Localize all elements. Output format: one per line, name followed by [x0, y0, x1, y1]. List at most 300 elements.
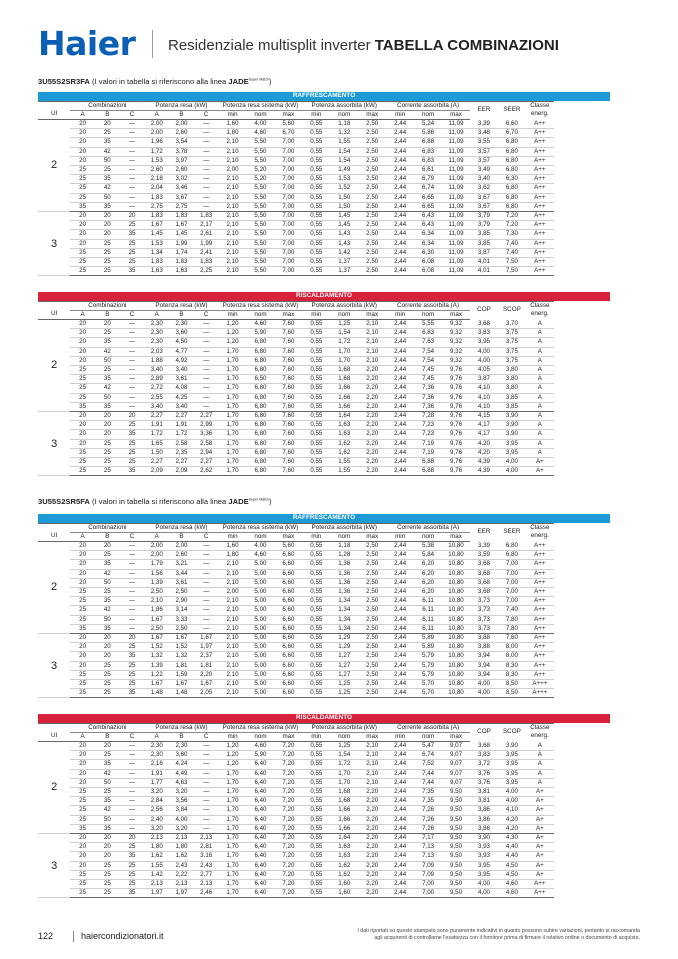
table-cell: 1,72	[144, 147, 169, 156]
table-cell: 5,38	[414, 541, 442, 550]
table-cell: 2,50	[144, 587, 169, 596]
table-cell: 5,79	[414, 670, 442, 679]
table-cell: 2,13	[169, 879, 194, 888]
table-cell: 3,33	[169, 615, 194, 624]
table-cell: 1,70	[219, 769, 247, 778]
table-cell: 1,37	[330, 257, 358, 266]
table-cell: 0,55	[302, 852, 330, 861]
table-cell: —	[120, 815, 145, 824]
table-cell: 20	[70, 661, 95, 670]
table-cell: 2,10	[219, 652, 247, 661]
table-cell: 2,44	[386, 175, 414, 184]
table-cell: 25	[70, 248, 95, 257]
table-row	[38, 597, 610, 606]
table-cell: 3,75	[498, 338, 526, 347]
table-cell: 2,10	[219, 239, 247, 248]
table-cell: 7,00	[274, 175, 302, 184]
subheader-b: B	[95, 310, 120, 319]
table-cell: 6,40	[247, 833, 275, 842]
table-cell: 35	[120, 267, 145, 276]
table-cell: 1,50	[144, 448, 169, 457]
table-cell: 2,18	[144, 175, 169, 184]
table-cell: 7,54	[414, 356, 442, 365]
table-cell: 1,70	[219, 430, 247, 439]
table-cell: —	[194, 606, 219, 615]
table-cell: 20	[70, 156, 95, 165]
table-cell: —	[194, 769, 219, 778]
table-cell: A	[526, 365, 554, 374]
table-cell: 1,60	[330, 889, 358, 898]
table-row	[38, 624, 610, 633]
table-cell: A+	[526, 457, 554, 466]
table-cell: 2,10	[219, 267, 247, 276]
header-potenza-resa-sistema: Potenza resa sistema (kW)	[219, 301, 303, 310]
table-cell: 6,80	[247, 467, 275, 476]
table-cell: 6,61	[414, 165, 442, 174]
table-cell: 25	[95, 267, 120, 276]
table-cell: 1,39	[144, 578, 169, 587]
table-cell: 2,50	[358, 624, 386, 633]
table-cell: A	[526, 319, 554, 328]
table-cell: 1,70	[219, 384, 247, 393]
header-cop: COP	[470, 723, 498, 741]
subheader-c: C	[194, 532, 219, 541]
table-cell: 6,60	[274, 689, 302, 698]
table-cell: 7,20	[274, 870, 302, 879]
table-cell: —	[120, 175, 145, 184]
table-cell: 3,95	[470, 870, 498, 879]
table-cell: 0,55	[302, 138, 330, 147]
table-cell: 3,44	[169, 569, 194, 578]
table-cell: 1,70	[219, 870, 247, 879]
subheader-a: A	[70, 732, 95, 741]
table-cell: A	[526, 430, 554, 439]
table-cell: 2,20	[358, 393, 386, 402]
subheader-c: C	[194, 310, 219, 319]
table-cell: —	[194, 560, 219, 569]
table-cell: 5,55	[414, 319, 442, 328]
table-cell: A	[526, 411, 554, 420]
table-cell: 25	[120, 679, 145, 688]
table-cell: 3,68	[470, 741, 498, 750]
table-cell: 5,50	[246, 202, 274, 211]
table-cell: 0,55	[302, 751, 330, 760]
table-cell: A++	[526, 624, 554, 633]
table-cell: 10,80	[442, 661, 470, 670]
table-cell: 0,55	[302, 175, 330, 184]
table-cell: 5,00	[246, 689, 274, 698]
table-cell: 9,07	[442, 778, 470, 787]
table-cell: 3,75	[498, 347, 526, 356]
table-cell: 25	[95, 448, 120, 457]
table-cell: 2,35	[169, 448, 194, 457]
table-cell: 10,80	[442, 569, 470, 578]
table-cell: 2,50	[358, 606, 386, 615]
table-cell: 9,76	[442, 439, 470, 448]
table-cell: 0,55	[302, 319, 330, 328]
table-cell: 25	[95, 329, 120, 338]
table-cell: 10,80	[442, 606, 470, 615]
table-cell: 1,77	[144, 778, 169, 787]
table-cell: 7,00	[274, 211, 302, 220]
table-row	[38, 221, 610, 230]
table-row	[38, 843, 610, 852]
table-cell: 2,50	[144, 624, 169, 633]
table-row	[38, 267, 610, 276]
table-cell: 2,62	[194, 467, 219, 476]
table-cell: 7,20	[274, 741, 302, 750]
table-cell: —	[120, 806, 145, 815]
table-row	[38, 384, 610, 393]
table-cell: 4,00	[498, 457, 526, 466]
table-cell: 3,85	[498, 402, 526, 411]
table-cell: 10,80	[442, 652, 470, 661]
table-cell: 1,80	[219, 551, 247, 560]
table-cell: —	[120, 375, 145, 384]
table-cell: 0,55	[302, 221, 330, 230]
table-cell: 42	[95, 184, 120, 193]
table-cell: 35	[120, 852, 145, 861]
table-cell: 1,83	[144, 193, 169, 202]
section-band-title: RISCALDAMENTO	[38, 714, 610, 723]
table-cell: 3,94	[470, 670, 498, 679]
table-cell: 5,89	[414, 633, 442, 642]
header-combinazioni: Combinazioni	[70, 523, 144, 532]
header-eer: EER	[470, 523, 498, 541]
table-cell: —	[194, 624, 219, 633]
table-cell: 7,20	[274, 889, 302, 898]
table-cell: 42	[95, 347, 120, 356]
table-cell: 25	[95, 129, 120, 138]
table-cell: 7,00	[274, 138, 302, 147]
table-cell: 8,50	[498, 679, 526, 688]
table-cell: 35	[70, 202, 95, 211]
table-row	[38, 689, 610, 698]
table-row	[38, 421, 610, 430]
table-cell: 9,50	[442, 815, 470, 824]
table-cell: 7,00	[274, 257, 302, 266]
table-cell: 2,44	[386, 184, 414, 193]
subheader-min: min	[219, 110, 247, 119]
table-cell: 6,40	[247, 778, 275, 787]
table-cell: 1,80	[144, 843, 169, 852]
table-cell: 7,60	[274, 329, 302, 338]
table-cell: 2,50	[358, 257, 386, 266]
table-cell: 3,68	[470, 587, 498, 596]
table-cell: 3,90	[498, 741, 526, 750]
table-cell: 6,60	[274, 661, 302, 670]
table-cell: 4,00	[470, 347, 498, 356]
table-cell: 2,50	[358, 184, 386, 193]
table-cell: 1,62	[144, 852, 169, 861]
table-cell: 1,65	[144, 439, 169, 448]
table-cell: 2,56	[144, 806, 169, 815]
table-cell: 20	[70, 633, 95, 642]
table-cell: 6,80	[498, 193, 526, 202]
table-cell: 0,55	[302, 375, 330, 384]
table-cell: 25	[95, 661, 120, 670]
table-cell: 42	[95, 769, 120, 778]
table-row	[38, 138, 610, 147]
table-cell: 1,28	[330, 551, 358, 560]
table-cell: 7,09	[414, 870, 442, 879]
table-cell: A	[526, 760, 554, 769]
table-cell: A	[526, 375, 554, 384]
table-cell: 50	[95, 356, 120, 365]
table-cell: 35	[95, 624, 120, 633]
table-cell: 5,50	[246, 138, 274, 147]
table-cell: 2,89	[144, 375, 169, 384]
table-cell: 1,80	[169, 843, 194, 852]
table-cell: 2,44	[386, 587, 414, 596]
header-potenza-assorbita: Potenza assorbita (kW)	[302, 101, 386, 110]
table-cell: 9,76	[442, 448, 470, 457]
table-cell: 3,72	[470, 760, 498, 769]
table-cell: 0,55	[302, 806, 330, 815]
table-cell: 7,26	[414, 815, 442, 824]
table-cell: 25	[120, 843, 145, 852]
table-cell: 1,49	[330, 165, 358, 174]
table-cell: 7,60	[274, 411, 302, 420]
subheader-nom: nom	[414, 732, 442, 741]
table-cell: 1,70	[219, 467, 247, 476]
table-cell: 4,05	[470, 365, 498, 374]
subheader-ui: UI	[38, 110, 70, 119]
subheader-nom: nom	[330, 110, 358, 119]
header-potenza-resa: Potenza resa (kW)	[144, 301, 218, 310]
table-cell: 7,60	[274, 338, 302, 347]
subheader-nom: nom	[330, 532, 358, 541]
table-cell: 5,89	[414, 643, 442, 652]
table-cell: 2,44	[386, 193, 414, 202]
subheader-min: min	[386, 110, 414, 119]
table-cell: 1,27	[330, 652, 358, 661]
table-cell: 7,00	[274, 248, 302, 257]
table-cell: 20	[70, 411, 95, 420]
table-cell: 1,67	[169, 633, 194, 642]
table-cell: 1,25	[330, 741, 358, 750]
table-cell: 5,50	[246, 211, 274, 220]
table-cell: 6,60	[274, 597, 302, 606]
table-cell: 25	[120, 670, 145, 679]
table-cell: 6,74	[414, 184, 442, 193]
table-cell: 25	[95, 439, 120, 448]
table-cell: 20	[95, 652, 120, 661]
table-cell: 1,43	[330, 239, 358, 248]
table-cell: 2,40	[144, 815, 169, 824]
table-cell: 20	[120, 211, 145, 220]
table-row	[38, 541, 610, 550]
table-row	[38, 870, 610, 879]
table-row	[38, 165, 610, 174]
table-cell: 2,30	[144, 741, 169, 750]
table-row	[38, 202, 610, 211]
table-cell: 2,10	[358, 760, 386, 769]
table-cell: 2,50	[358, 202, 386, 211]
table-cell: 1,55	[330, 138, 358, 147]
table-cell: 9,07	[442, 769, 470, 778]
table-cell: —	[120, 147, 145, 156]
table-cell: 3,40	[169, 402, 194, 411]
table-cell: 2,27	[169, 411, 194, 420]
table-cell: 8,30	[498, 661, 526, 670]
table-cell: 2,44	[386, 624, 414, 633]
table-cell: 9,76	[442, 421, 470, 430]
table-cell: 4,30	[498, 833, 526, 842]
table-cell: 4,00	[498, 787, 526, 796]
table-cell: 35	[95, 824, 120, 833]
table-cell: 7,20	[274, 760, 302, 769]
table-cell: 4,39	[470, 457, 498, 466]
table-cell: —	[194, 806, 219, 815]
table-cell: 3,81	[470, 787, 498, 796]
table-cell: —	[120, 165, 145, 174]
subheader-nom: nom	[247, 732, 275, 741]
table-cell: 2,50	[358, 211, 386, 220]
table-cell: 1,55	[330, 467, 358, 476]
table-cell: 0,55	[302, 257, 330, 266]
table-cell: A+	[526, 824, 554, 833]
table-cell: 6,80	[498, 202, 526, 211]
table-cell: 9,76	[442, 393, 470, 402]
table-cell: 6,80	[498, 551, 526, 560]
table-cell: 20	[95, 633, 120, 642]
table-cell: 7,60	[274, 375, 302, 384]
table-cell: 9,32	[442, 338, 470, 347]
table-cell: 25	[120, 421, 145, 430]
table-cell: 42	[95, 569, 120, 578]
table-cell: 6,40	[247, 806, 275, 815]
table-cell: 20	[70, 560, 95, 569]
table-cell: 2,20	[358, 861, 386, 870]
table-cell: 4,10	[498, 806, 526, 815]
table-cell: 2,44	[386, 879, 414, 888]
header-potenza-assorbita: Potenza assorbita (kW)	[302, 301, 386, 310]
table-cell: 1,67	[144, 221, 169, 230]
table-cell: 1,88	[144, 356, 169, 365]
table-cell: 6,70	[498, 129, 526, 138]
table-cell: 2,20	[358, 421, 386, 430]
table-cell: 25	[95, 467, 120, 476]
table-cell: 3,61	[169, 375, 194, 384]
table-row	[38, 248, 610, 257]
header-combinazioni: Combinazioni	[70, 101, 144, 110]
table-cell: 25	[120, 257, 145, 266]
table-cell: 1,72	[169, 430, 194, 439]
table-cell: 2,50	[358, 689, 386, 698]
table-cell: 1,20	[219, 319, 247, 328]
table-cell: 4,60	[247, 319, 275, 328]
table-cell: 1,70	[219, 861, 247, 870]
table-cell: 35	[95, 597, 120, 606]
table-cell: 6,50	[247, 375, 275, 384]
table-row	[38, 175, 610, 184]
table-cell: 7,00	[498, 569, 526, 578]
table-cell: 25	[70, 815, 95, 824]
table-cell: 20	[70, 329, 95, 338]
table-cell: 20	[70, 852, 95, 861]
subheader-b: B	[95, 732, 120, 741]
haier-logo: Haier	[38, 24, 136, 63]
table-cell: 3,55	[470, 138, 498, 147]
table-cell: —	[194, 356, 219, 365]
table-cell: 2,20	[358, 824, 386, 833]
table-cell: 2,44	[386, 430, 414, 439]
heating-table-3u55s2sr5fa	[38, 714, 610, 898]
subheader-nom: nom	[246, 110, 274, 119]
table-row	[38, 879, 610, 888]
table-row	[38, 578, 610, 587]
table-cell: 1,70	[219, 824, 247, 833]
table-cell: 0,55	[302, 760, 330, 769]
table-cell: A++	[526, 165, 554, 174]
table-cell: —	[194, 815, 219, 824]
website-link[interactable]: haiercondizionatori.it	[81, 931, 164, 941]
table-cell: 2,27	[194, 411, 219, 420]
table-cell: 2,44	[386, 661, 414, 670]
table-cell: 1,29	[330, 633, 358, 642]
table-cell: 1,60	[219, 119, 247, 128]
table-cell: 0,55	[302, 679, 330, 688]
table-cell: 0,55	[302, 202, 330, 211]
subheader-min: min	[219, 532, 247, 541]
table-cell: 7,17	[414, 833, 442, 842]
subheader-a: A	[144, 532, 169, 541]
table-cell: A++	[526, 643, 554, 652]
table-cell: 11,09	[442, 267, 470, 276]
table-cell: 2,50	[358, 193, 386, 202]
table-cell: 1,70	[219, 448, 247, 457]
table-row	[38, 824, 610, 833]
table-cell: 25	[95, 248, 120, 257]
table-cell: 1,36	[330, 578, 358, 587]
table-cell: 25	[95, 889, 120, 898]
table-cell: 25	[70, 797, 95, 806]
table-cell: 3,87	[470, 248, 498, 257]
table-cell: 1,36	[330, 587, 358, 596]
table-cell: 2,50	[358, 248, 386, 257]
table-cell: 1,43	[330, 230, 358, 239]
table-row	[38, 329, 610, 338]
table-cell: —	[194, 202, 219, 211]
table-cell: 11,09	[442, 257, 470, 266]
table-cell: 35	[120, 467, 145, 476]
table-cell: 6,30	[498, 175, 526, 184]
table-cell: 1,27	[330, 670, 358, 679]
table-cell: 2,44	[386, 606, 414, 615]
table-cell: 10,80	[442, 643, 470, 652]
table-cell: 2,50	[358, 578, 386, 587]
table-cell: A+++	[526, 679, 554, 688]
table-cell: 10,80	[442, 578, 470, 587]
table-cell: 1,86	[144, 606, 169, 615]
table-cell: 4,63	[169, 778, 194, 787]
table-cell: 35	[95, 560, 120, 569]
table-cell: 20	[70, 778, 95, 787]
table-cell: 2,43	[169, 861, 194, 870]
table-cell: 7,60	[274, 457, 302, 466]
table-cell: A++	[526, 230, 554, 239]
table-cell: 6,08	[414, 257, 442, 266]
table-cell: 4,00	[470, 889, 498, 898]
table-row	[38, 751, 610, 760]
table-cell: 25	[95, 551, 120, 560]
table-cell: 7,40	[498, 239, 526, 248]
table-cell: 1,74	[169, 248, 194, 257]
table-cell: 9,07	[442, 741, 470, 750]
table-cell: 2,44	[386, 402, 414, 411]
table-cell: —	[120, 365, 145, 374]
